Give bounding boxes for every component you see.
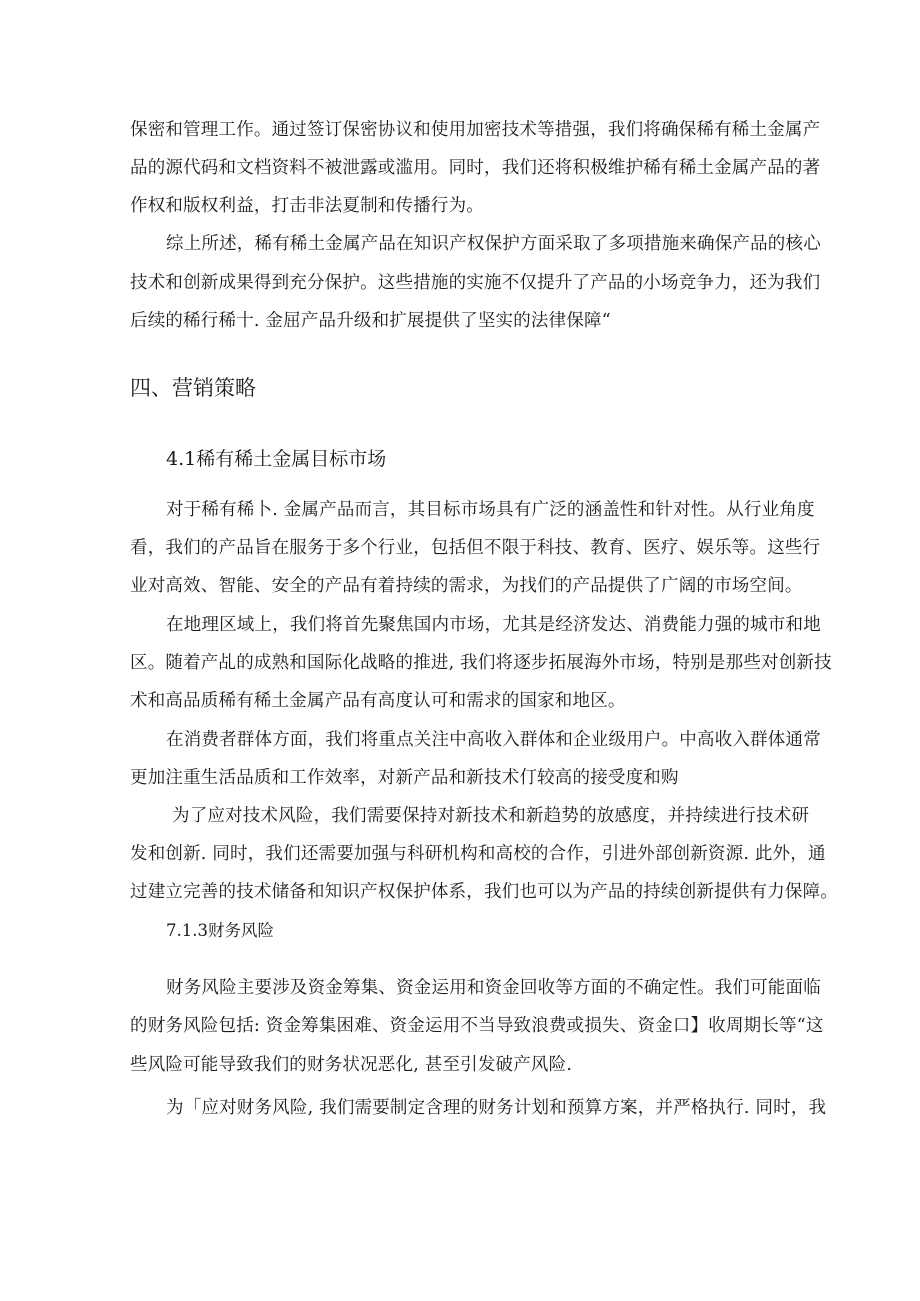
paragraph-line: 看，我们的产品旨在服务于多个行业，包括但不限于科技、教育、医疗、娱乐等。这些行 xyxy=(130,538,821,558)
paragraph-line: 在消费者群体方面，我们将重点关注中高收入群体和企业级用户。中高收入群体通常 xyxy=(166,730,821,750)
paragraph-line: 更加注重生活品质和工作效率，对新产品和新技术仃较高的接受度和购 xyxy=(130,768,679,788)
paragraph-line: 的财务风险包括: 资金筹集困难、资金运用不当导致浪费或损失、资金口】收周期长等“这 xyxy=(130,1016,824,1036)
paragraph-line: 业对高效、智能、安全的产品有着持续的需求，为找们的产品提供了广阔的市场空间。 xyxy=(130,576,803,596)
paragraph-line: 发和创新. 同时，我们还需要加强与科研机构和高校的合作，引进外部创新资源. 此外，通 xyxy=(130,844,826,864)
paragraph-line: 些风险可能导致我们的财务状况恶化, 甚至引发破产风险. xyxy=(130,1055,573,1075)
paragraph-line: 为了应对技术风险，我们需要保持对新技术和新趋势的放感度，并持续进行技术研 xyxy=(172,806,810,826)
subsection-title: 4.1稀有稀土金属目标市场 xyxy=(166,448,387,470)
minor-section-title: 7.1.3财务风险 xyxy=(166,921,274,940)
paragraph-line: 为「应对财务风险, 我们需要制定含理的财务计划和预算方案，并严格执行. 同时，我 xyxy=(166,1098,827,1118)
paragraph-line: 综上所述，稀有稀土金属产品在知识产权保护方面采取了多项措施来确保产品的核心 xyxy=(166,234,821,254)
paragraph-line: 保密和管理工作。通过签订保密协议和使用加密技术等措强，我们将确保稀有稀土金属产 xyxy=(130,120,821,140)
paragraph-line: 技术和创新成果得到充分保护。这些措施的实施不仅提升了产品的小场竞争力，还为我们 xyxy=(130,273,821,293)
paragraph-line: 术和高品质稀有稀土金属产品有高度认可和需求的国家和地区。 xyxy=(130,691,626,711)
paragraph-line: 对于稀有稀卜. 金属产品而言，其目标市场具有广泛的涵盖性和针对性。从行业角度 xyxy=(166,500,815,520)
paragraph-line: 过建立完善的技术储备和知识产权保护体系，我们也可以为产品的持续创新提供有力保障。 xyxy=(130,882,838,902)
paragraph-line: 区。随着产乩的成熟和国际化战略的推进, 我们将逐步拓展海外市场，特别是那些对创新技 xyxy=(130,653,832,673)
paragraph-line: 品的源代码和文档资料不被泄露或滥用。同时，我们还将积极维护稀有稀土金属产品的著 xyxy=(130,158,821,178)
paragraph-line: 财务风险主要涉及资金筹集、资金运用和资金回收等方面的不确定性。我们可能面临 xyxy=(166,978,821,998)
paragraph-line: 在地理区域上，我们将首先聚焦国内市场，尤其是经济发达、消费能力强的城市和地 xyxy=(166,615,821,635)
paragraph-line: 后续的稀行稀十. 金屈产品升级和扩展提供了坚实的法律保障“ xyxy=(130,311,611,331)
paragraph-line: 作权和版权利益，打击非法夏制和传播行为。 xyxy=(130,196,484,216)
section-title: 四、营销策略 xyxy=(130,376,256,400)
